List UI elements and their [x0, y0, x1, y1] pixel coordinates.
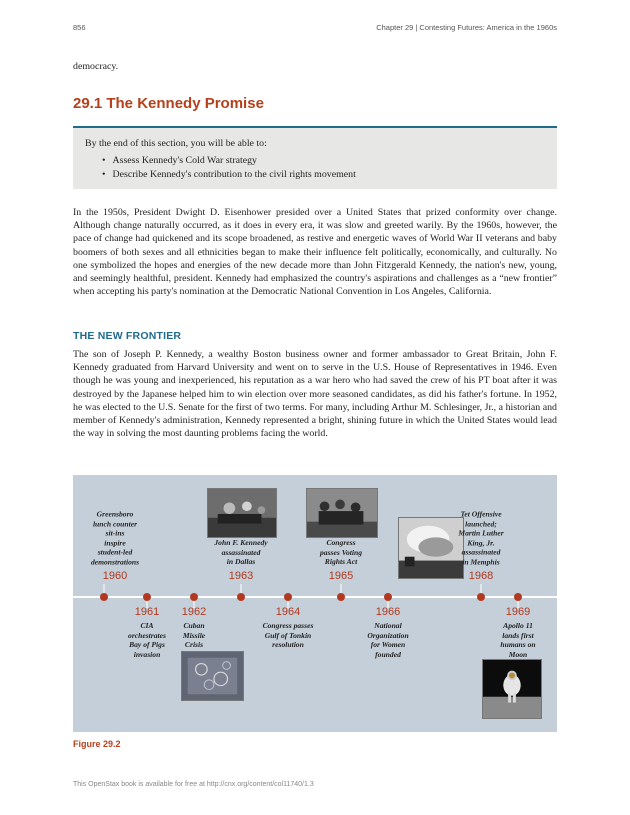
timeline-dot	[337, 593, 345, 601]
objective-item: • Describe Kennedy's contribution to the civil rights movement	[102, 168, 356, 182]
objective-item: • Assess Kennedy's Cold War strategy	[102, 154, 356, 168]
timeline-event-label: Congress passes Gulf of Tonkin resolution	[262, 621, 314, 650]
objectives-intro: By the end of this section, you will be able to:	[85, 138, 267, 149]
subsection-title: THE NEW FRONTIER	[73, 330, 182, 342]
timeline-figure	[73, 475, 557, 732]
timeline-event-label: John F. Kennedy assassinated in Dallas	[214, 538, 268, 567]
page-footer: This OpenStax book is available for free at http://cnx.org/content/col11740/1.3	[73, 781, 314, 788]
timeline-year: 1961	[134, 606, 160, 618]
running-header: Chapter 29 | Contesting Futures: America in the 1960s	[376, 23, 557, 32]
timeline-dot	[514, 593, 522, 601]
timeline-dot	[143, 593, 151, 601]
timeline-dot	[284, 593, 292, 601]
timeline-event-label: Tet Offensive launched; Martin Luther King, Jr. assassinated in Memphis	[458, 509, 504, 567]
objectives-list	[102, 154, 356, 182]
timeline-event-label: National Organization for Women founded	[367, 621, 409, 659]
timeline-year: 1968	[468, 570, 494, 582]
body-paragraph-1: In the 1950s, President Dwight D. Eisenhower presided over a United States that prized conformity over change. Although change naturally occurred, as it does in every era, it was slow and greeted warily. By the 1960s, however, the pace of change had quickened and its scope broadened, as restive and energetic waves of World War II veterans and baby boomers of both sexes and all ethnicities began to make their influence felt politically, economically, and culturally. No one symbolized the hopes and energies of the new decade more than John Fitzgerald Kennedy, the nation's new, young, and seemingly healthful, president. Kennedy had emphasized the country's aspirations and challenges as a “new frontier” when accepting his party's nomination at the Democratic National Convention in Los Angeles, California.	[73, 207, 557, 298]
section-title: 29.1 The Kennedy Promise	[73, 95, 264, 112]
intro-fragment: democracy.	[73, 61, 119, 72]
timeline-year: 1966	[375, 606, 401, 618]
voting-rights-signing-photo	[306, 488, 378, 538]
timeline-dot	[384, 593, 392, 601]
timeline-year: 1962	[181, 606, 207, 618]
timeline-dot	[100, 593, 108, 601]
page-number: 856	[73, 23, 86, 32]
timeline-event-label: Cuban Missile Crisis	[182, 621, 206, 650]
body-paragraph-2: The son of Joseph P. Kennedy, a wealthy Boston business owner and former ambassador to Great Britain, John F. Kennedy graduated from Harvard University and went on to serve in the U.S. House of Representatives in 1946. Even though he was young and inexperienced, his reputation as a war hero who had saved the crew of his PT boat after it was destroyed by the Japanese helped him to win election over more seasoned candidates, as did his father's fortune. In 1952, he was elected to the U.S. Senate for the first of two terms. For many, including Arthur M. Schlesinger, Jr., a historian and member of Kennedy's administration, Kennedy represented a bright, shining future in which the United States would lead the way in solving the most daunting problems facing the world.	[73, 349, 557, 440]
timeline-dot	[237, 593, 245, 601]
apollo-moon-landing-photo	[482, 659, 542, 719]
timeline-event-label: Apollo 11 lands first humans on Moon	[500, 621, 536, 659]
timeline-year: 1963	[228, 570, 254, 582]
timeline-event-label: Greensboro lunch counter sit-ins inspire student-led demonstrations	[90, 509, 140, 567]
kennedy-motorcade-photo	[207, 488, 277, 538]
learning-objectives-box	[73, 126, 557, 189]
timeline-year: 1965	[328, 570, 354, 582]
timeline-event-label: Congress passes Voting Rights Act	[320, 538, 362, 567]
figure-caption: Figure 29.2	[73, 739, 121, 749]
timeline-dot	[190, 593, 198, 601]
timeline-year: 1960	[102, 570, 128, 582]
timeline-event-label: CIA orchestrates Bay of Pigs invasion	[128, 621, 166, 659]
timeline-dot	[477, 593, 485, 601]
timeline-year: 1969	[505, 606, 531, 618]
timeline-year: 1964	[275, 606, 301, 618]
